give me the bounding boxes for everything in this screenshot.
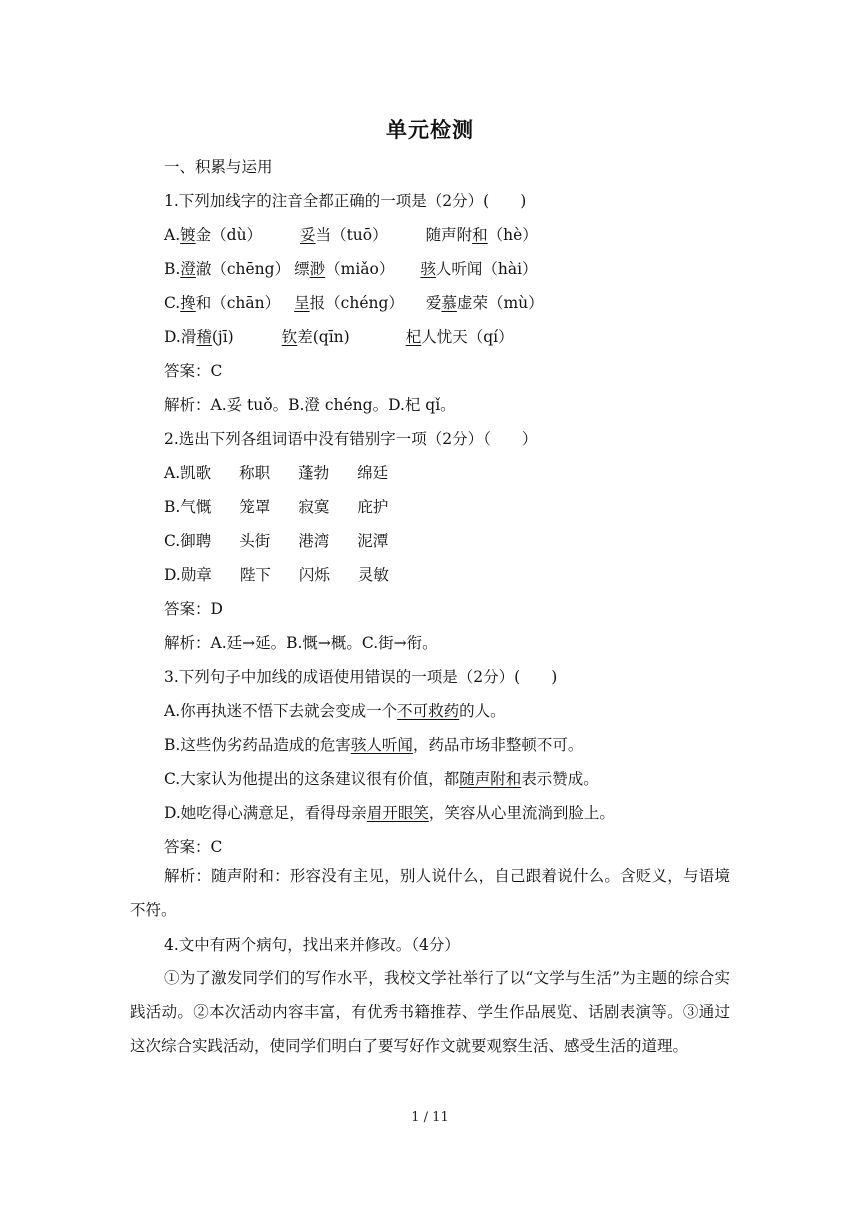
word: 称职 [239,464,271,482]
word: 气慨 [180,498,212,516]
option-text: 澈（chēng） [195,260,291,278]
option-text: 和（chān） [195,294,281,312]
underlined-char: 澄 [180,260,196,278]
option-text: (jī) [211,328,234,346]
q3-option-a [164,700,506,722]
option-text: 表示赞成。 [521,770,599,788]
option-text: 爱 [425,294,442,312]
option-text: 报（chéng） [309,294,404,312]
question-3-stem: 3.下列句子中加线的成语使用错误的一项是（2分）( ) [164,668,558,686]
option-text: C.大家认为他提出的这条建议很有价值，都 [164,770,460,788]
q2-option-b [164,496,388,518]
q1-option-b [164,258,538,280]
q2-option-d [164,564,389,586]
option-text: B.这些伪劣药品造成的危害 [164,736,351,754]
underlined-char: 妥 [300,226,316,244]
q1-analysis: 解析：A.妥 tuǒ。B.澄 chéng。D.杞 qǐ。 [164,396,456,414]
q1-option-c [164,292,544,314]
word: 蓬勃 [298,464,330,482]
word: 勋章 [180,566,212,584]
underlined-char: 慕 [441,294,457,312]
word: 凯歌 [180,464,212,482]
question-1-stem: 1.下列加线字的注音全都正确的一项是（2分）( ) [164,192,527,210]
option-text: 人听闻（hài） [435,260,538,278]
option-letter: A. [164,226,181,244]
underlined-idiom: 不可救药 [397,702,460,720]
word: 庇护 [357,498,389,516]
option-letter: D. [164,566,181,584]
page-number: 1 / 11 [411,1110,449,1125]
section-heading: 一、积累与运用 [164,158,273,176]
word: 陛下 [239,566,271,584]
option-letter: B. [164,498,181,516]
option-text: A.你再执迷不悟下去就会变成一个 [164,702,398,720]
q1-answer: 答案：C [164,362,223,380]
underlined-char: 骇 [420,260,436,278]
underlined-char: 杞 [405,328,422,346]
underlined-char: 呈 [294,294,310,312]
q4-passage: ①为了激发同学们的写作水平，我校文学社举行了以“文学与生活”为主题的综合实践活动。②本次活动内容丰富，有优秀书籍推荐、学生作品展览、话剧表演等。③通过这次综合实践活动，使同学们明白了要写好作文就要观察生活、感受生活的道理。 [130,969,730,1055]
option-letter: D. [164,328,181,346]
underlined-idiom: 随声附和 [459,770,522,788]
word: 绵廷 [357,464,389,482]
underlined-char: 渺 [309,260,326,278]
word: 泥潭 [357,532,389,550]
q3-option-c [164,768,599,790]
q1-option-a [164,224,538,246]
option-text: 滑 [180,328,197,346]
option-text: 差(qīn) [297,328,350,346]
option-letter: B. [164,260,181,278]
underlined-char: 钦 [281,328,298,346]
option-text: ，笑容从心里流淌到脸上。 [428,804,615,822]
word: 笼罩 [239,498,271,516]
option-text: D.她吃得心满意足，看得母亲 [164,804,367,822]
q2-option-a [164,462,388,484]
q2-option-c [164,530,388,552]
word: 头街 [239,532,271,550]
q2-analysis: 解析：A.廷→延。B.慨→概。C.街→衔。 [164,634,438,652]
q3-answer: 答案：C [164,838,223,856]
option-letter: C. [164,294,181,312]
q3-option-d [164,802,615,824]
word: 闪烁 [298,566,330,584]
q3-analysis: 解析：随声附和：形容没有主见，别人说什么，自己跟着说什么。含贬义，与语境不符。 [130,867,730,919]
option-text: 的人。 [459,702,506,720]
underlined-idiom: 骇人听闻 [350,736,413,754]
underlined-idiom: 眉开眼笑 [366,804,429,822]
option-text: 当（tuō） [315,226,388,244]
option-text: 虚荣（mù） [456,294,544,312]
option-text: 人忧天（qí） [421,328,514,346]
q1-option-d [164,326,514,348]
option-letter: C. [164,532,181,550]
underlined-char: 和 [472,226,488,244]
option-text: 随声附 [425,226,473,244]
option-letter: A. [164,464,181,482]
question-2-stem: 2.选出下列各组词语中没有错别字一项（2分）（ ） [164,430,538,448]
q3-option-b [164,734,583,756]
underlined-char: 稽 [196,328,212,346]
word: 灵敏 [357,566,389,584]
option-text: （miǎo） [325,260,395,278]
question-4-stem: 4.文中有两个病句，找出来并修改。（4分） [164,936,460,954]
page-title: 单元检测 [386,118,474,142]
word: 寂寞 [298,498,330,516]
q2-answer: 答案：D [164,600,223,618]
underlined-char: 镀 [180,226,196,244]
option-text: 金（dù） [195,226,263,244]
option-text: ，药品市场非整顿不可。 [412,736,584,754]
underlined-char: 搀 [180,294,196,312]
word: 港湾 [298,532,330,550]
word: 御聘 [180,532,212,550]
option-text: （hè） [487,226,538,244]
option-text: 缥 [294,260,310,278]
